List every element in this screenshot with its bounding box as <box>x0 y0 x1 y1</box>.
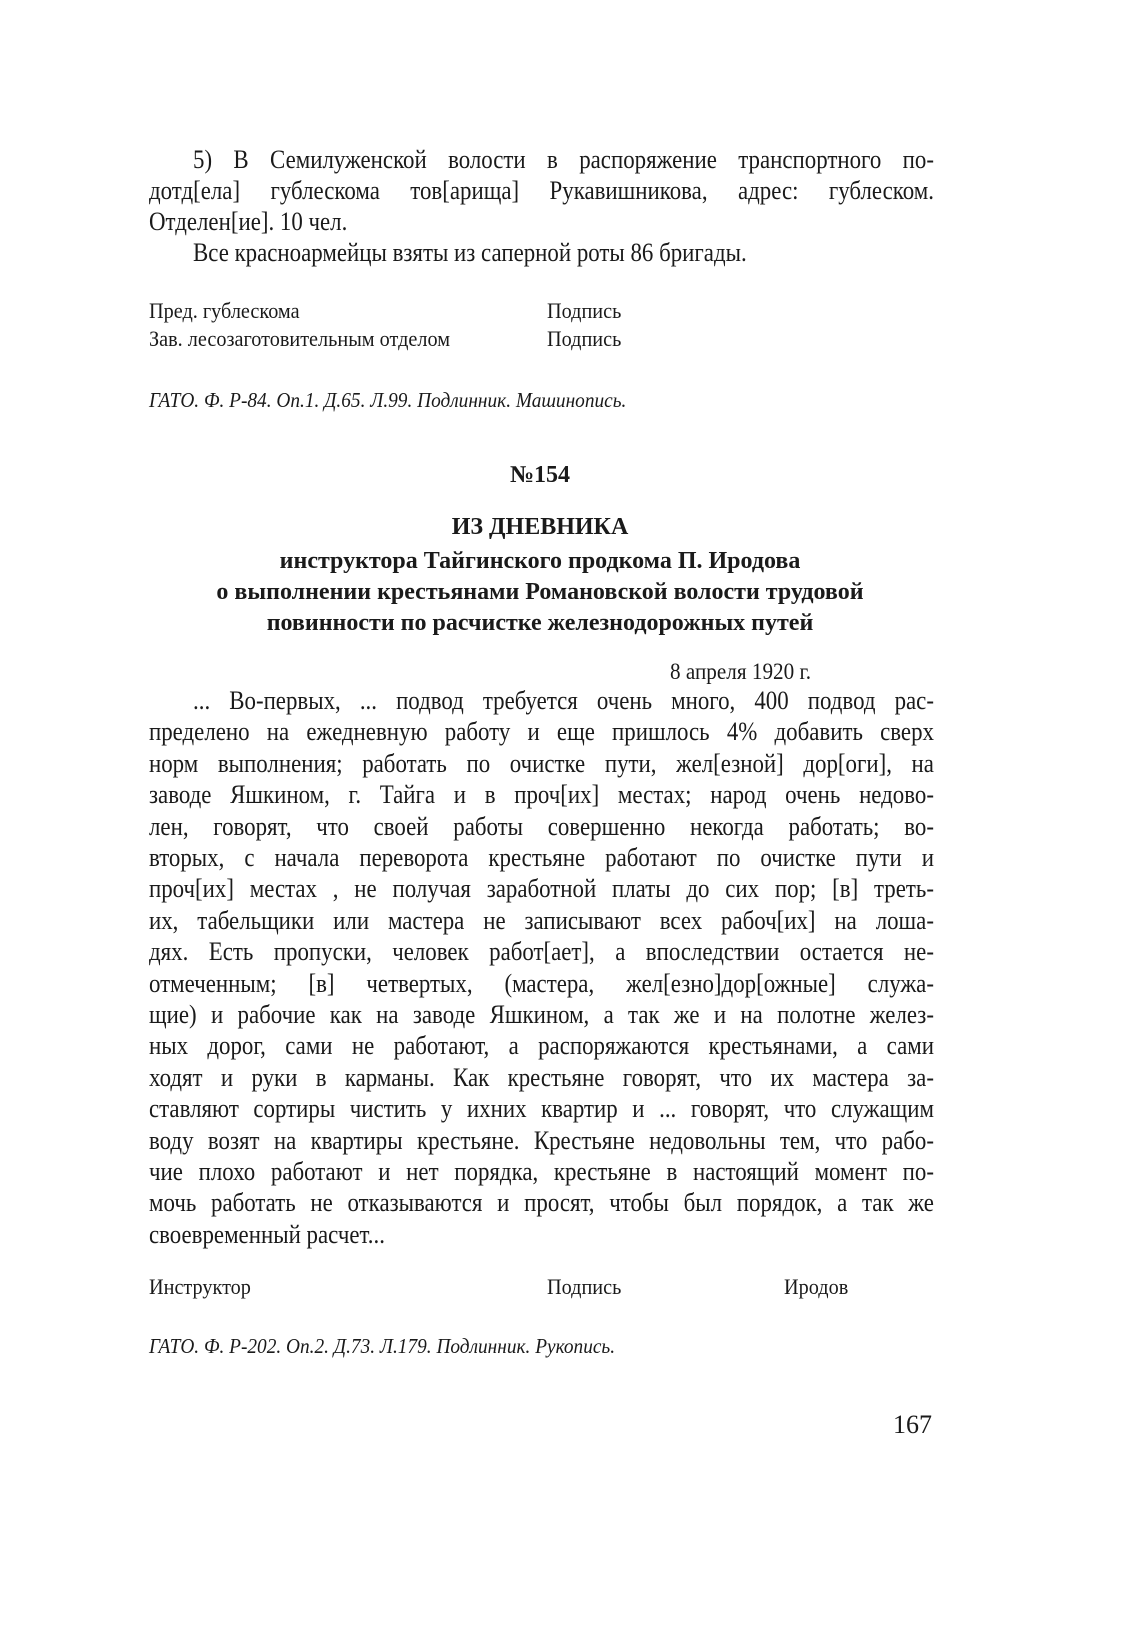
signature-name: Иродов <box>784 1274 849 1299</box>
signature-mark: Подпись <box>547 298 622 323</box>
text-line: ... Во-первых, ... подвод требуется очень много, 400 подвод рас- <box>193 686 934 715</box>
signature-role: Пред. гублескома <box>149 298 300 323</box>
text-line: ходят и руки в карманы. Как крестьяне говорят, что их мастера за- <box>149 1062 934 1092</box>
text-line: вторых, с начала переворота крестьяне работают по очистке пути и <box>149 843 934 872</box>
signature-mark: Подпись <box>547 1274 622 1299</box>
signature-mark: Подпись <box>547 326 622 351</box>
text-line: 5) В Семилуженской волости в распоряжение транспортного по- <box>193 145 934 174</box>
signature-role: Зав. лесозаготовительным отделом <box>149 326 451 351</box>
text-line: своевременный расчет... <box>149 1219 385 1249</box>
text-line: чие плохо работают и нет порядка, крестьяне в настоящий момент по- <box>149 1157 934 1186</box>
text-line: Отделен[ие]. 10 чел. <box>149 207 348 236</box>
text-line: дотд[ела] гублескома тов[арища] Рукавишникова, адрес: гублеском. <box>149 176 934 205</box>
text-line: щие) и рабочие как на заводе Яшкином, а так же и на полотне желез- <box>149 1000 934 1029</box>
archive-source: ГАТО. Ф. Р-84. Оп.1. Д.65. Л.99. Подлинник. Машинопись. <box>149 388 627 412</box>
text-line: заводе Яшкином, г. Тайга и в проч[их] местах; народ очень недово- <box>149 780 934 810</box>
text-line: мочь работать не отказываются и просят, чтобы был порядок, а так же <box>149 1188 934 1218</box>
title-line: инструктора Тайгинского продкома П. Иродова <box>279 548 801 574</box>
text-line: проч[их] местах , не получая заработной платы до сих пор; [в] треть- <box>149 874 934 904</box>
page-number: 167 <box>893 1410 932 1439</box>
text-line: дях. Есть пропуски, человек работ[ает], а впоследствии остается не- <box>149 937 934 967</box>
title-line: ИЗ ДНЕВНИКА <box>451 514 629 540</box>
text-line: воду возят на квартиры крестьяне. Крестьяне недовольны тем, что рабо- <box>149 1125 934 1155</box>
archive-source: ГАТО. Ф. Р-202. Оп.2. Д.73. Л.179. Подлинник. Рукопись. <box>149 1334 616 1358</box>
document-number: №154 <box>509 462 571 488</box>
top-note: Все красноармейцы взяты из саперной роты 86 бригады. <box>193 238 747 267</box>
text-line: ных дорог, сами не работают, а распоряжаются крестьянами, а сами <box>149 1031 934 1061</box>
title-line: повинности по расчистке железнодорожных путей <box>266 610 814 636</box>
signature-role: Инструктор <box>149 1274 251 1299</box>
text-line: пределено на ежедневную работу и еще пришлось 4% добавить сверх <box>149 717 934 747</box>
document-date: 8 апреля 1920 г. <box>670 659 812 684</box>
title-line: о выполнении крестьянами Романовской волости трудовой <box>216 579 864 605</box>
text-line: отмеченным; [в] четвертых, (мастера, жел[езно]дор[ожные] служа- <box>149 968 934 998</box>
text-line: их, табельщики или мастера не записывают всех рабоч[их] на лоша- <box>149 905 934 935</box>
text-line: лен, говорят, что своей работы совершенно некогда работать; во- <box>149 811 934 841</box>
text-line: ставляют сортиры чистить у ихних квартир и ... говорят, что служащим <box>149 1094 934 1124</box>
text-line: норм выполнения; работать по очистке пути, жел[езной] дор[оги], на <box>149 748 934 778</box>
